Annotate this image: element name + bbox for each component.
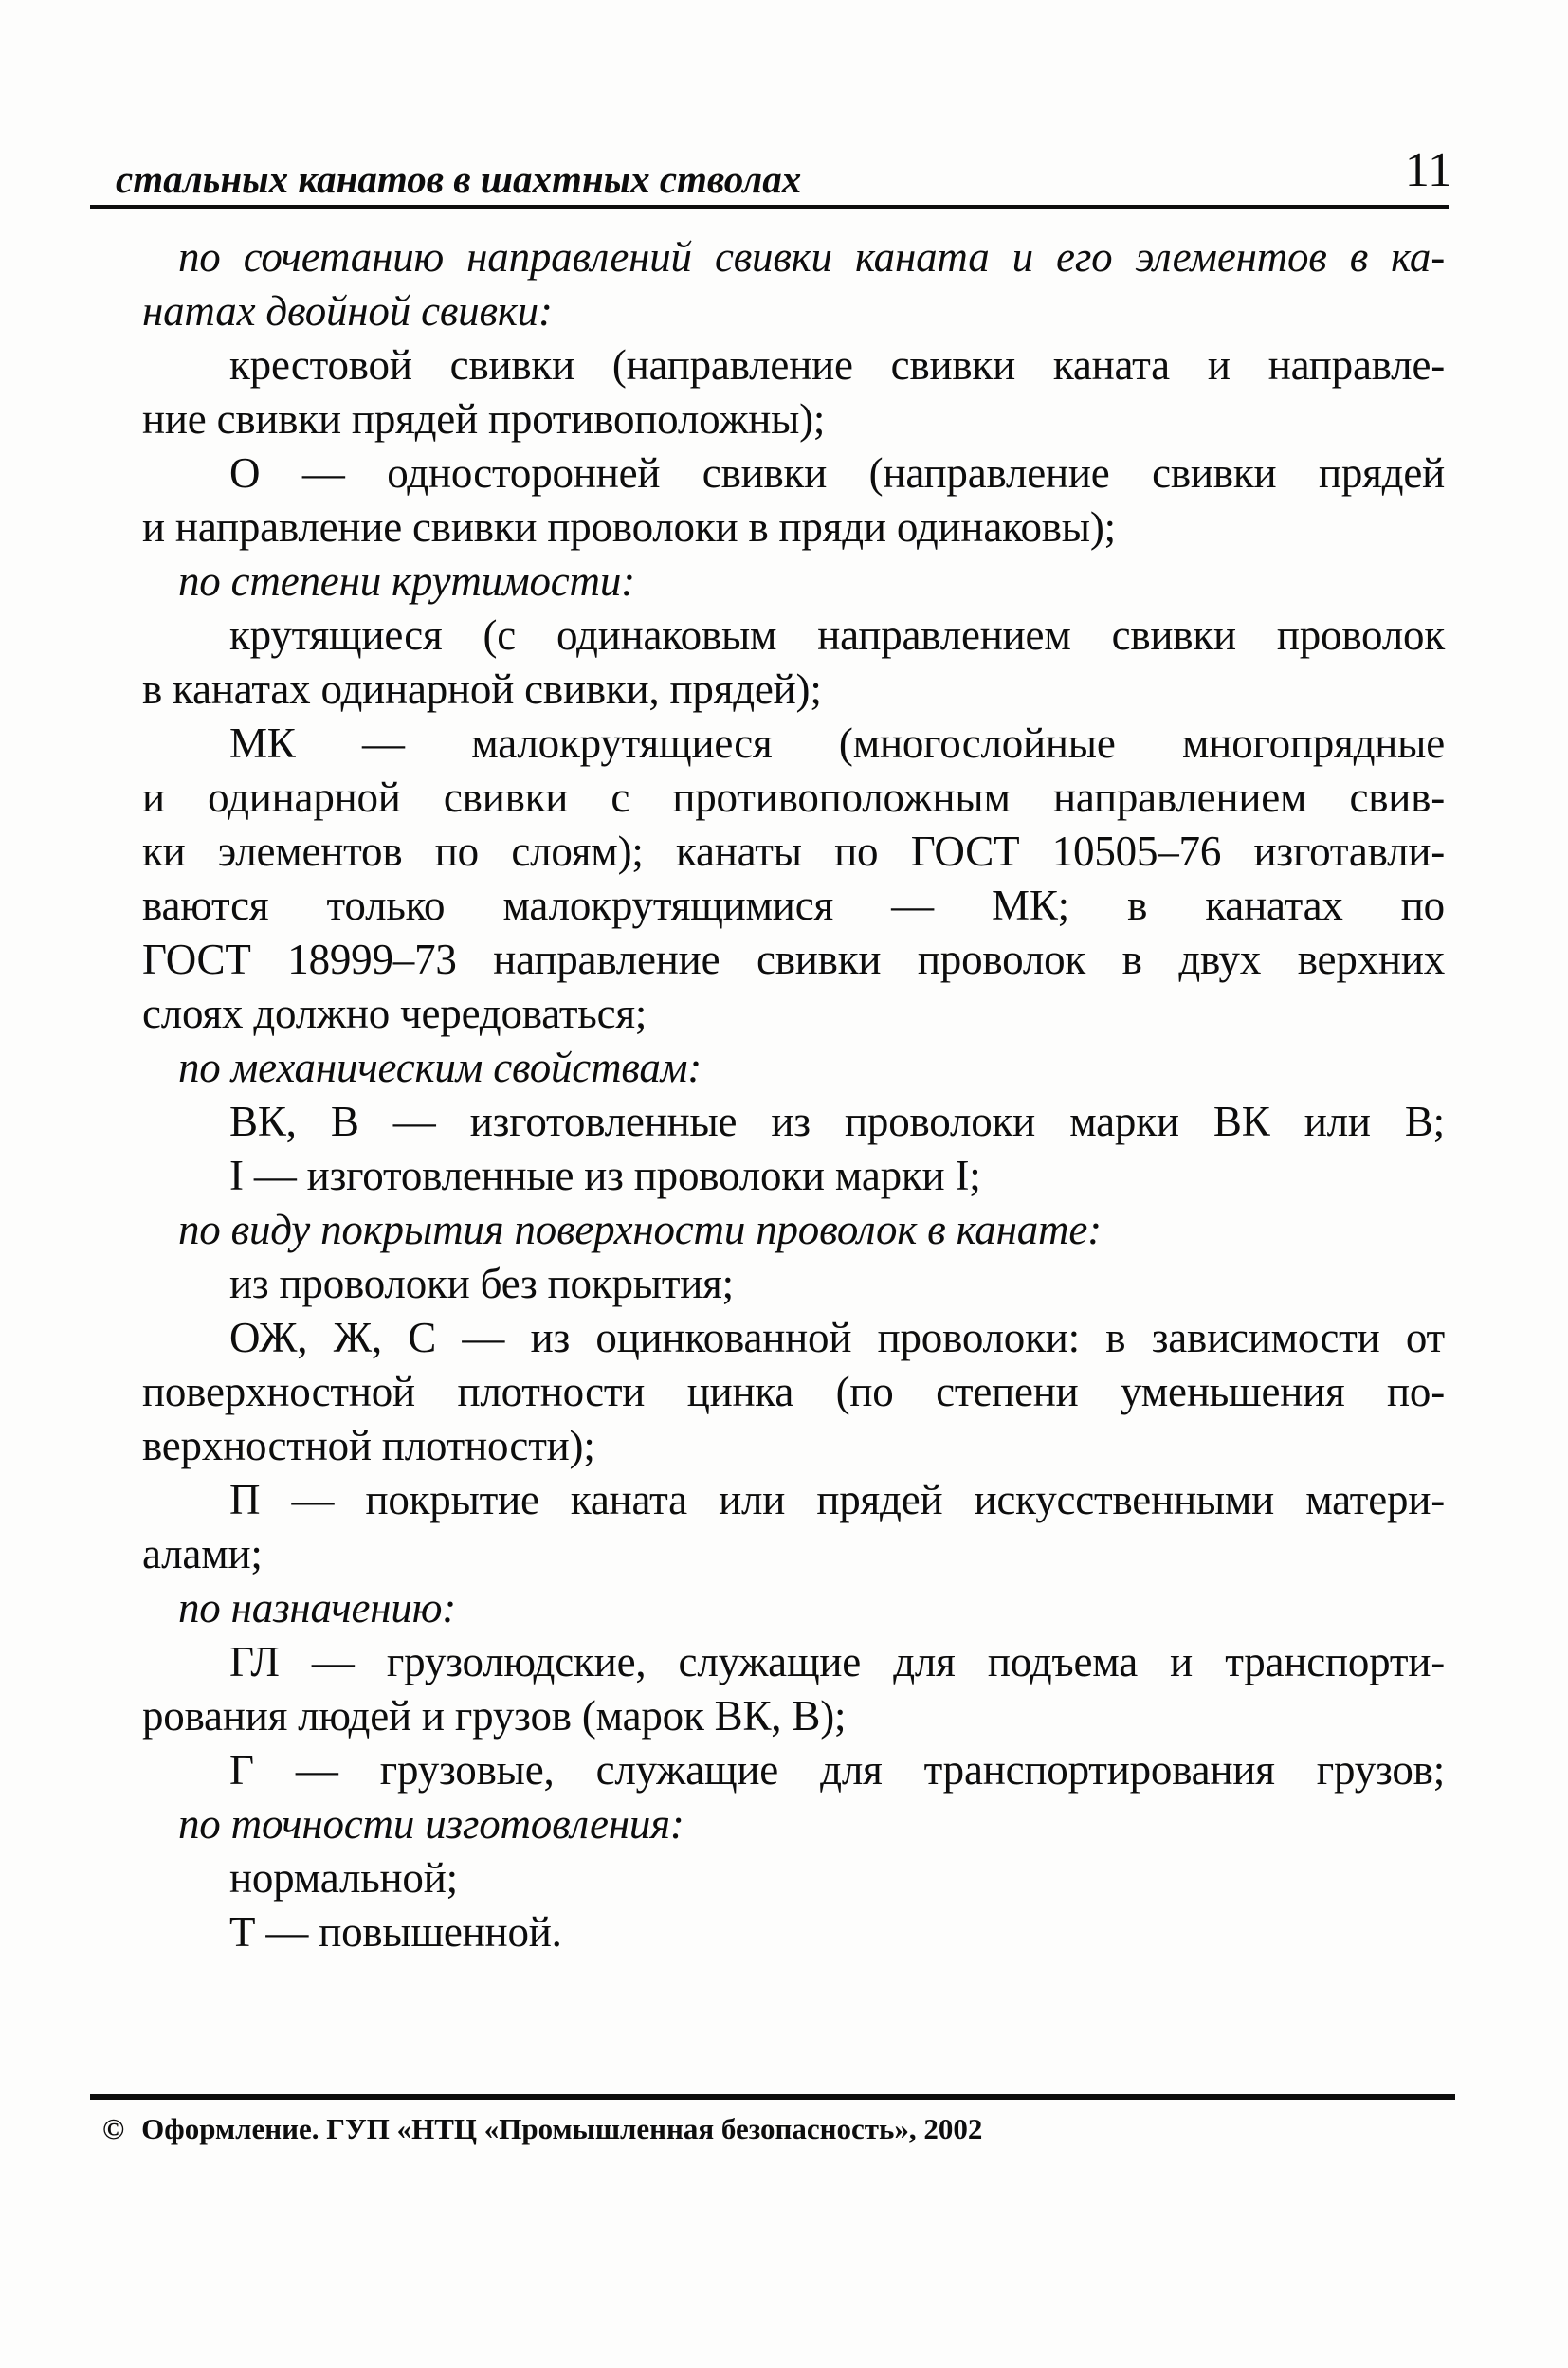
text-line: слоях должно чередоваться;	[142, 990, 647, 1037]
header-rule	[90, 205, 1449, 209]
text-line: ние свивки прядей противоположны);	[142, 395, 826, 443]
page-number: 11	[1404, 143, 1452, 197]
text-line: Т — повышенной.	[229, 1908, 562, 1956]
text-line: и одинарной свивки с противоположным направлением свив-	[142, 774, 1445, 821]
text-line: рования людей и грузов (марок ВК, В);	[142, 1692, 847, 1740]
text-line: поверхностной плотности цинка (по степени уменьшения по-	[142, 1368, 1445, 1415]
text-line: по назначению:	[178, 1584, 457, 1631]
footer-copyright	[102, 2112, 982, 2146]
footer-rule	[90, 2094, 1455, 2100]
text-line: нормальной;	[229, 1854, 458, 1902]
running-header-title: стальных канатов в шахтных стволах	[116, 157, 802, 201]
text-line: верхностной плотности);	[142, 1422, 595, 1469]
text-line: ГОСТ 18999–73 направление свивки проволок в двух верхних	[142, 936, 1445, 983]
text-line: по механическим свойствам:	[178, 1044, 702, 1091]
text-line: Г — грузовые, служащие для транспортирования грузов;	[229, 1746, 1445, 1794]
text-line: по сочетанию направлений свивки каната и его элементов в ка-	[178, 233, 1445, 281]
text-line: О — односторонней свивки (направление свивки прядей	[229, 449, 1445, 497]
text-line: алами;	[142, 1530, 263, 1577]
text-line: П — покрытие каната или прядей искусственными матери-	[229, 1476, 1445, 1523]
text-line: ки элементов по слоям); канаты по ГОСТ 10505–76 изготавли-	[142, 828, 1445, 875]
text-line: крестовой свивки (направление свивки каната и направле-	[229, 341, 1445, 389]
text-line: в канатах одинарной свивки, прядей);	[142, 665, 822, 713]
text-line: натах двойной свивки:	[142, 287, 553, 335]
text-line: крутящиеся (с одинаковым направлением свивки проволок	[229, 611, 1445, 659]
text-line: из проволоки без покрытия;	[229, 1260, 734, 1307]
text-line: по точности изготовления:	[178, 1800, 684, 1848]
body-text	[142, 230, 1445, 1959]
text-line: ВК, В — изготовленные из проволоки марки ВК или В;	[229, 1098, 1445, 1145]
copyright-text: Оформление. ГУП «НТЦ «Промышленная безопасность», 2002	[141, 2112, 983, 2145]
text-line: и направление свивки проволоки в пряди одинаковы);	[142, 503, 1116, 551]
copyright-symbol: ©	[102, 2112, 125, 2145]
text-line: ваются только малокрутящимися — МК; в канатах по	[142, 882, 1445, 929]
text-line: по степени крутимости:	[178, 557, 635, 605]
text-line: ОЖ, Ж, С — из оцинкованной проволоки: в зависимости от	[229, 1314, 1445, 1361]
text-line: ГЛ — грузолюдские, служащие для подъема и транспорти-	[229, 1638, 1445, 1685]
text-line: МК — малокрутящиеся (многослойные многопрядные	[229, 720, 1445, 767]
text-line: по виду покрытия поверхности проволок в канате:	[178, 1206, 1102, 1253]
text-line: I — изготовленные из проволоки марки I;	[229, 1152, 981, 1199]
